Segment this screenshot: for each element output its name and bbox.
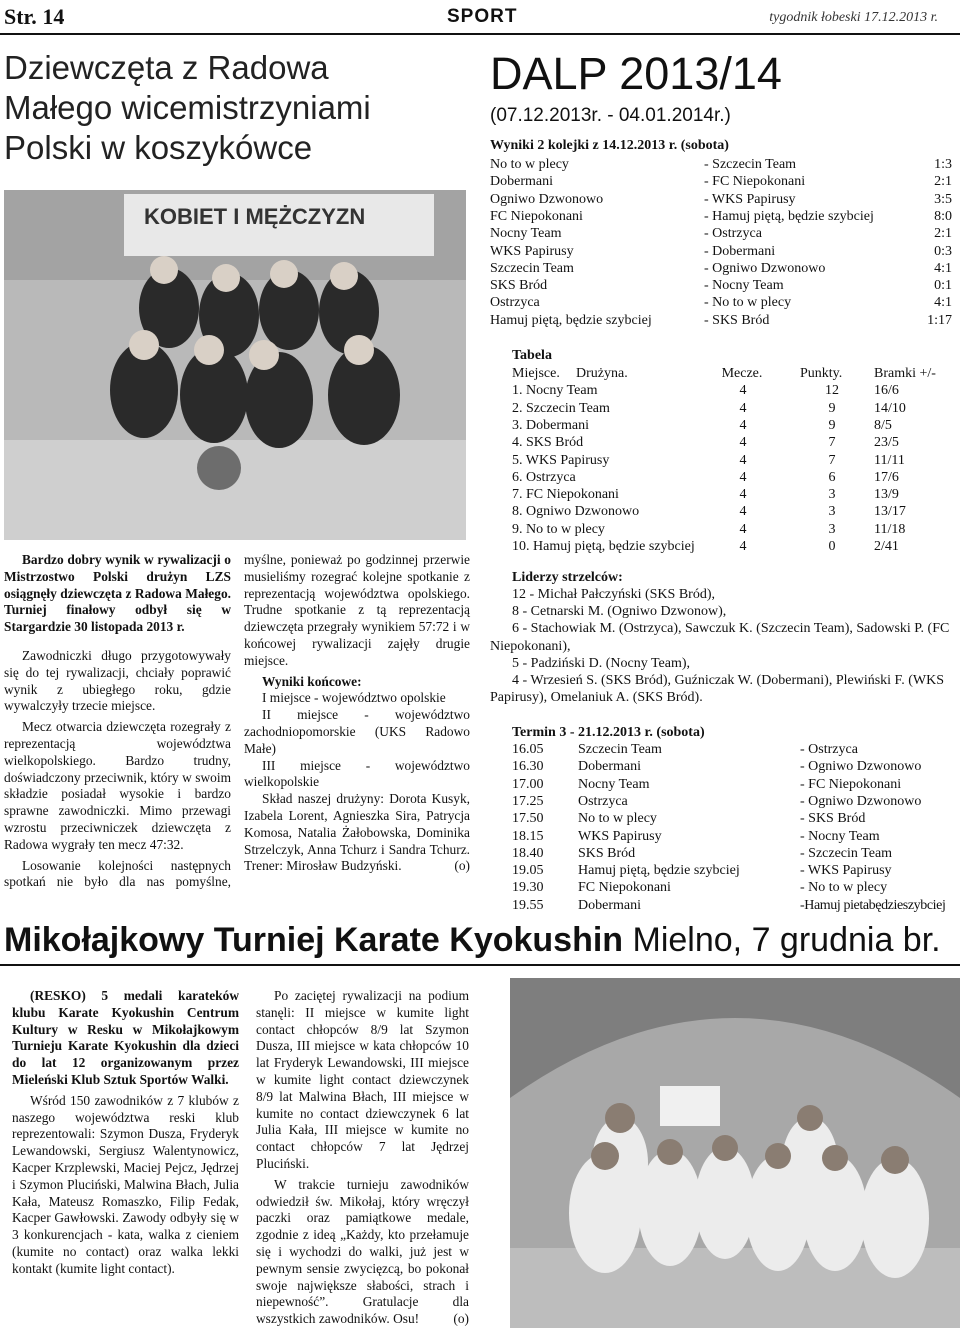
article-paragraph-continued: myślne, ponieważ po godzinnej przerwie musieliśmy rozegrać kolejne spotkanie z reprezentacją województwa opolskiego. Trudne spotkanie z tą reprezentacją dziewczęta przegrały wynikiem 57:72 i w końcowej rywalizacji zajęły drugie miejsce. [244,552,470,668]
home-team: Dobermani [490,174,553,190]
goals: 13/17 [874,504,906,520]
karate-divider [0,964,960,966]
home-team: Dobermani [578,897,641,913]
score: 0:3 [934,243,952,259]
page-prefix: Str. [4,4,37,29]
home-team: Szczecin Team [490,260,574,276]
matches: 4 [739,400,747,416]
team-name: 5. WKS Papirusy [512,452,610,468]
results-heading: Wyniki 2 kolejki z 14.12.2013 r. (sobota) [490,138,729,153]
basketball-column-2 [244,552,470,875]
matches: 4 [739,521,747,537]
karate-column-1 [12,988,239,1282]
squad-list [244,791,470,875]
score: 0:1 [934,278,952,294]
scorer-entry: 6 - Stachowiak M. (Ostrzyca), Sawczuk K. (Szczecin Team), Sadowski P. (FC Niepokonani), [490,621,950,654]
match-time: 19.55 [512,897,544,913]
score: 2:1 [934,226,952,242]
goals: 16/6 [874,383,899,399]
article-lead: Bardzo dobry wynik w rywalizacji o Mistrzostwo Polski drużyn LZS osiągnęły dziewczęta z Radowa Małego. Turniej finałowy odbył się w Stargardzie 30 listopada 2013 r. [4,552,231,635]
scorer-entry: 12 - Michał Pałczyński (SKS Bród), [512,587,715,602]
match-time: 17.25 [512,793,544,809]
match-time: 16.05 [512,742,544,757]
scorer-entry: 4 - Wrzesień S. (SKS Bród), Guźniczak W. (Dobermani), Plewiński F. (WKS Papirusy), Omelaniuk A. (SKS Bród). [490,673,944,706]
home-team: WKS Papirusy [578,828,662,844]
headline-line: Polski w koszykówce [4,129,313,166]
home-team: Nocny Team [490,226,562,242]
away-team: - SKS Bród [800,811,866,827]
points: 7 [828,452,836,468]
squad-text: Skład naszej drużyny: Dorota Kusyk, Izabela Lorent, Agnieszka Sira, Patrycja Komosa, Natalia Żałobowska, Dominika Strzelczyk, Anna Tchurz i Sandra Tchurz. Trener: Mirosław Budzyński. [244,791,470,874]
home-team: FC Niepokonani [578,880,671,896]
matches: 4 [739,487,747,503]
col-points: Punkty. [800,366,843,381]
team-name: 4. SKS Bród [512,435,584,451]
away-team: -Hamuj pietabędzieszybciej [800,897,946,913]
col-place: Miejsce. [512,366,560,381]
article-paragraph: W trakcie turnieju zawodników odwiedził św. Mikołaj, który wręczył paczki oraz pamiątkowe medale, zgodnie z ideą „Każdy, kto przełamuje się i wychodzi do walki, już jest w pewnym sensie zwycięzcą, bo pokonał swoje największe słabości, strach i niepewność”. Gratulacje dla wszystkich zawodników. Osu! [256,1176,469,1327]
matches: 4 [739,417,747,433]
results-heading: Wyniki końcowe: [262,673,362,689]
away-team: - Dobermani [704,243,776,259]
away-team: - Ogniwo Dzwonowo [800,759,922,775]
article-paragraph: Po zaciętej rywalizacji na podium stanęli: II miejsce w kumite light contact chłopców 8/9 lat Szymon Dusza, III miejsce w kata chłopców 10 lat Fryderyk Lewandowski, III miejsce w kumite light contact dziewczynek 8/9 lat Malwina Błach, III miejsce w kumite no contact dziewczynek 6 lat Julia Kała, III miejsce w kumite no contact chłopców 7 lat Jędrzej Pluciński. [256,988,469,1171]
team-name: 8. Ogniwo Dzwonowo [512,504,640,520]
home-team: SKS Bród [578,845,636,861]
home-team: SKS Bród [490,278,548,294]
points: 3 [828,504,836,520]
home-team: Dobermani [578,759,641,775]
karate-photo-illustration [510,978,960,1328]
home-team: Hamuj piętą, będzie szybciej [578,863,740,879]
home-team: No to w plecy [578,811,657,827]
away-team: - Ogniwo Dzwonowo [800,793,922,809]
page-number [4,4,64,30]
away-team: - SKS Bród [704,312,770,328]
away-team: - WKS Papirusy [800,863,892,879]
points: 7 [828,435,836,451]
dalp-dates: (07.12.2013r. - 04.01.2014r.) [490,105,731,126]
headline-rest: Mielno, 7 grudnia br. [623,921,941,959]
final-result: III miejsce - województwo wielkopolskie [244,757,470,790]
schedule-heading: Termin 3 - 21.12.2013 r. (sobota) [512,725,705,740]
headline-line: Dziewczęta z Radowa [4,49,329,86]
header-divider [0,33,960,35]
banner-text: KOBIET I MĘŻCZYZN [144,204,366,229]
away-team: - Szczecin Team [704,157,797,172]
table-heading: Tabela [512,348,552,363]
karate-column-2 [256,988,469,1332]
team-name: 3. Dobermani [512,417,589,433]
points: 9 [828,400,836,416]
home-team: Hamuj piętą, będzie szybciej [490,312,652,328]
match-time: 18.40 [512,845,544,861]
goals: 23/5 [874,435,899,451]
match-time: 16.30 [512,759,544,775]
match-time: 17.50 [512,811,544,827]
score: 1:3 [934,157,952,172]
goals: 14/10 [874,400,906,416]
score: 3:5 [934,191,952,207]
points: 6 [828,469,836,485]
headline-bold: Mikołajkowy Turniej Karate Kyokushin [4,921,624,959]
away-team: - No to w plecy [704,295,792,311]
match-time: 17.00 [512,776,544,792]
away-team: - Nocny Team [800,828,880,844]
dalp-title: DALP 2013/14 [490,48,782,99]
col-team: Drużyna. [576,366,628,381]
home-team: WKS Papirusy [490,243,574,259]
points: 0 [828,539,836,554]
score: 1:17 [927,312,952,328]
author-sign: (o) [454,858,470,874]
scorer-entry: 5 - Padziński D. (Nocny Team), [512,655,691,671]
away-team: - Hamuj piętą, będzie szybciej [704,208,874,224]
team-name: 7. FC Niepokonani [512,487,619,503]
matches: 4 [739,539,747,554]
goals: 13/9 [874,487,899,503]
goals: 2/41 [874,539,899,554]
home-team: Szczecin Team [578,742,662,757]
article-paragraph: Zawodniczki długo przygotowywały się do tej rywalizacji, chciały poprawić wynik z ubiegłego roku, gdzie wywalczyły trzecie miejsce. [4,647,231,714]
match-time: 19.30 [512,880,544,896]
team-name: 1. Nocny Team [512,383,598,399]
final-result: II miejsce - województwo zachodniopomorskie (UKS Radowo Małe) [244,707,470,756]
matches: 4 [739,469,747,485]
match-time: 18.15 [512,828,544,844]
basketball-headline [4,48,474,168]
away-team: - Szczecin Team [800,845,893,861]
home-team: Nocny Team [578,776,650,792]
away-team: - WKS Papirusy [704,191,796,207]
section-title: SPORT [447,6,518,27]
team-photo-illustration [4,190,466,540]
away-team: - FC Niepokonani [704,174,806,190]
final-result: I miejsce - województwo opolskie [262,690,446,706]
matches: 4 [739,435,747,451]
away-team: - FC Niepokonani [800,776,902,792]
score: 4:1 [934,295,952,311]
basketball-column-1 [4,552,231,896]
matches: 4 [739,452,747,468]
scorers-list [490,586,952,706]
home-team: Ostrzyca [490,295,540,311]
scorers-heading: Liderzy strzelców: [512,570,623,585]
team-name: 9. No to w plecy [512,521,605,537]
away-team: - Nocny Team [704,278,784,294]
matches: 4 [739,504,747,520]
goals: 11/11 [874,452,905,468]
goals: 8/5 [874,417,892,433]
goals: 17/6 [874,469,899,485]
score: 4:1 [934,260,952,276]
points: 9 [828,417,836,433]
home-team: Ogniwo Dzwonowo [490,191,604,207]
away-team: - Ostrzyca [704,226,762,242]
points: 3 [828,487,836,503]
karate-headline [4,920,960,960]
home-team: FC Niepokonani [490,208,583,224]
score: 8:0 [934,208,952,224]
away-team: - No to w plecy [800,880,888,896]
headline-line: Małego wicemistrzyniami [4,89,371,126]
away-team: - Ostrzyca [800,742,858,757]
team-name: 2. Szczecin Team [512,400,610,416]
score: 2:1 [934,174,952,190]
article-paragraph: Wśród 150 zawodników z 7 klubów z naszego województwa reski klub reprezentowali: Szymon Dusza, Fryderyk Lewandowski, Sergiusz Walentynowicz, Kacper Krzplewski, Maciej Pejcz, Jędrzej i Szymon Pluciński, Malwina Błach, Julia Kała, Mateusz Romaszko, Filip Fedak, Kacper Gawłowski. Zawody odbyły się w 3 konkurencjach - kata, walka z cieniem (kumite no contact) oraz walka lekki kontakt (kumite light contact). [12,1092,239,1276]
match-time: 19.05 [512,863,544,879]
issue-date: tygodnik łobeski 17.12.2013 r. [769,10,938,25]
home-team: Ostrzyca [578,793,628,809]
team-name: 10. Hamuj piętą, będzie szybciej [512,539,695,554]
article-lead: (RESKO) 5 medali karateków klubu Karate Kyokushin Centrum Kultury w Resku w Mikołajkowym Turnieju Karate Kyokushin dla dzieci do lat 12 organizowanym przez Mieleński Klub Sztuk Sportów Walki. [12,988,239,1087]
goals: 11/18 [874,521,906,537]
home-team: No to w plecy [490,157,569,172]
basketball-team-photo [4,190,466,540]
col-matches: Mecze. [721,366,763,381]
article-paragraph: Mecz otwarcia dziewczęta rozegrały z reprezentacją województwa wielkopolskiego. Bardzo trudny, doświadczony przeciwnik, który w swoim składzie posiadał wysokie i bardzo sprawne zawodniczki. Mimo przewagi wzrostu przeciwniczek dziewczęta z Radowa wygrały ten mecz 47:32. [4,719,231,852]
article-paragraph: Losowanie kolejności następnych spotkań nie było dla nas pomyślne, [4,857,231,890]
karate-group-photo [510,978,960,1328]
page-number-value: 14 [42,4,65,29]
points: 3 [828,521,836,537]
team-name: 6. Ostrzyca [512,469,576,485]
away-team: - Ogniwo Dzwonowo [704,260,826,276]
col-goals: Bramki +/- [874,366,936,381]
scorer-entry: 8 - Cetnarski M. (Ogniwo Dzwonow), [512,604,727,620]
points: 12 [825,383,839,399]
author-sign: (o) [453,1311,469,1327]
matches: 4 [739,383,747,399]
